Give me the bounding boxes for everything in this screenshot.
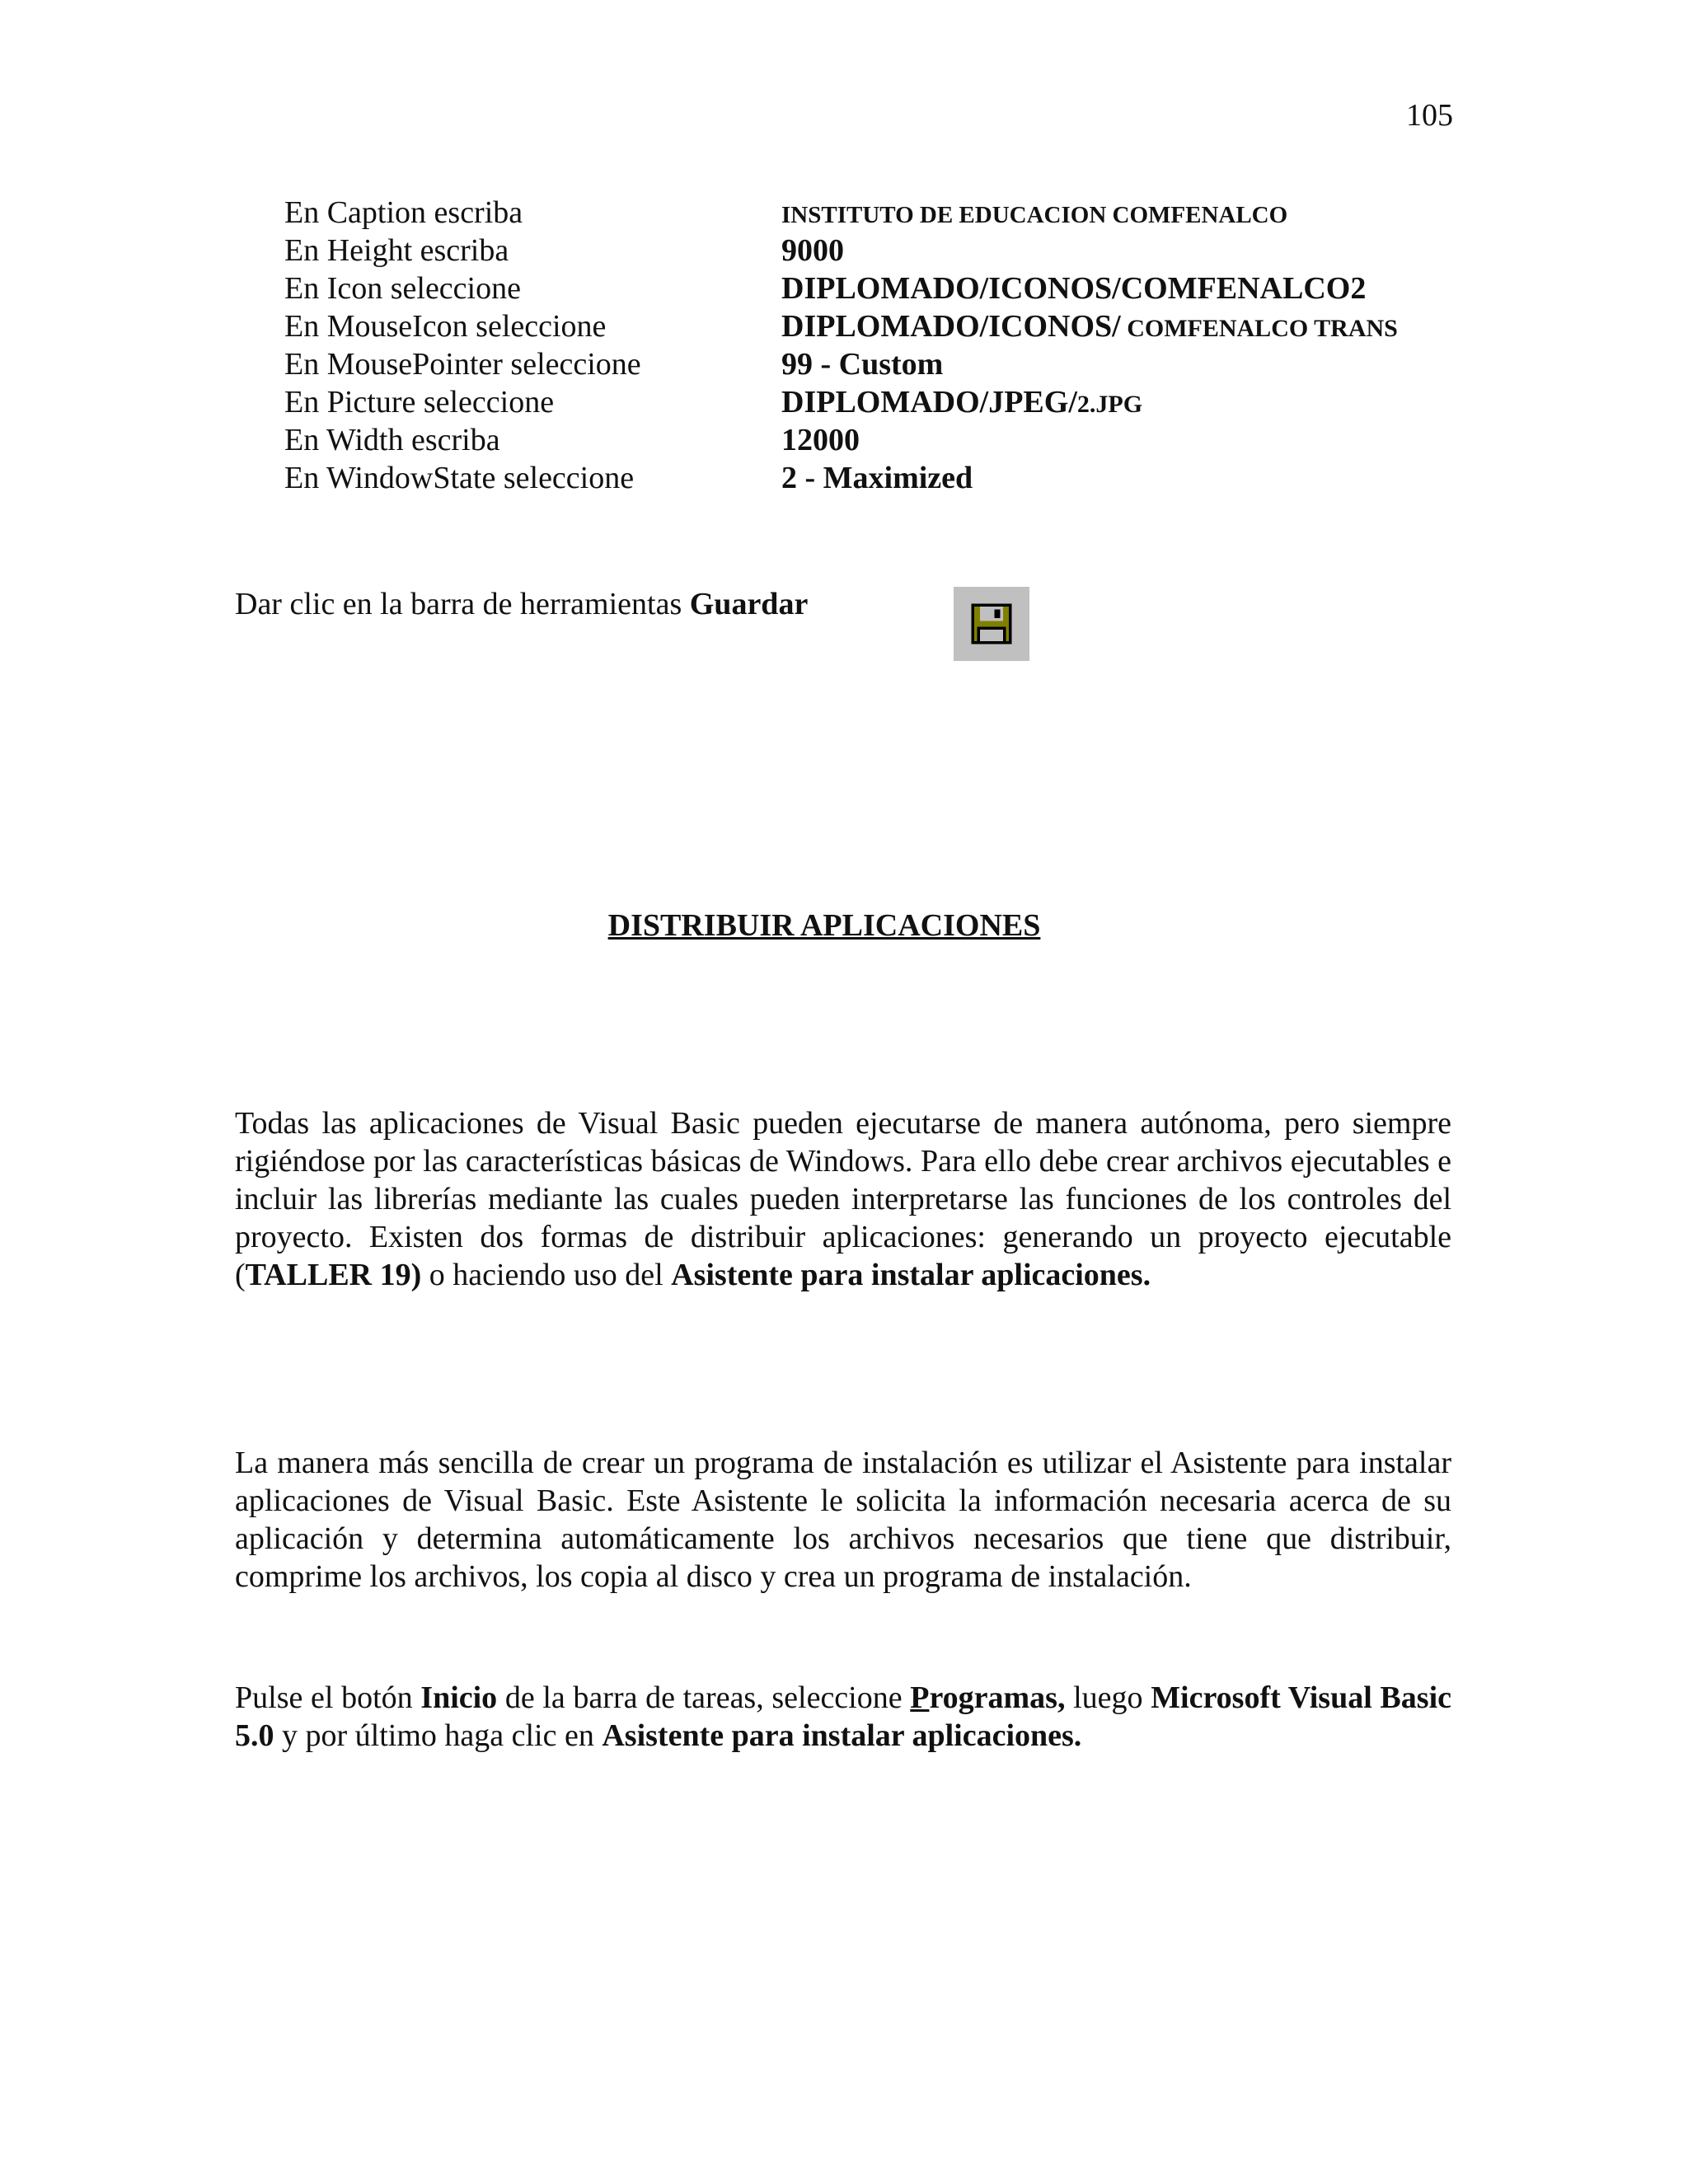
property-label: En Width escriba [284, 423, 500, 457]
property-label: En Height escriba [284, 233, 509, 268]
property-label: En WindowState seleccione [284, 461, 635, 495]
property-label: En Caption escriba [284, 195, 523, 230]
property-label: En Picture seleccione [284, 385, 555, 419]
page-number: 105 [1406, 98, 1453, 133]
property-value-main: DIPLOMADO/ICONOS/ [781, 309, 1121, 344]
paragraph-bold: Asistente para instalar aplicaciones. [671, 1258, 1151, 1292]
floppy-disk-save-icon [954, 587, 1029, 661]
property-value: 12000 [781, 423, 860, 457]
underlined-letter: P [910, 1680, 930, 1715]
paragraph-text: de la barra de tareas, seleccione [497, 1680, 911, 1715]
property-row-caption [284, 194, 1398, 232]
property-value: 9000 [781, 233, 844, 268]
paragraph-text: Pulse el botón [235, 1680, 421, 1715]
paragraph-installer: La manera más sencilla de crear un programa de instalación es utilizar el Asistente para instalar aplicaciones de Visual Basic. Este Asistente le solicita la información necesaria acerca de su aplicación y determina automáticamente los archivos necesarios que tiene que distribuir, comprime los archivos, los copia al disco y crea un programa de instalación. [235, 1446, 1451, 1594]
paragraph-bold: Microsoft Visual Basic 5.0 [235, 1680, 1451, 1753]
property-value-small: COMFENALCO TRANS [1120, 315, 1398, 342]
section-title-text: DISTRIBUIR APLICACIONES [607, 908, 1041, 943]
property-value [781, 384, 1142, 420]
property-row-width [284, 422, 1398, 460]
property-list [284, 194, 1398, 498]
paragraph-text: luego [1065, 1680, 1151, 1715]
floppy-disk-glyph [968, 601, 1015, 647]
paragraph-bold: rogramas, [929, 1680, 1066, 1715]
property-row-height [284, 232, 1398, 270]
paragraph-start-instructions [235, 1679, 1451, 1755]
property-row-picture [284, 384, 1398, 422]
paragraph-bold-programas [910, 1680, 1065, 1715]
save-instruction [235, 586, 808, 622]
property-row-icon [284, 270, 1398, 308]
paragraph-text: o haciendo uso del [421, 1258, 672, 1292]
paragraph-bold: Asistente para instalar aplicaciones. [602, 1718, 1082, 1753]
property-value: DIPLOMADO/ICONOS/COMFENALCO2 [781, 271, 1367, 306]
save-instruction-bold: Guardar [689, 587, 809, 621]
paragraph-bold: TALLER 19) [245, 1258, 422, 1292]
paragraph-distribution [235, 1104, 1451, 1294]
property-value-main: DIPLOMADO/JPEG/ [781, 385, 1077, 419]
property-label: En MousePointer seleccione [284, 347, 641, 382]
property-row-mousepointer [284, 346, 1398, 384]
property-row-mouseicon [284, 308, 1398, 346]
property-value-small: 2.JPG [1076, 391, 1143, 418]
section-title [0, 907, 1688, 944]
property-label: En MouseIcon seleccione [284, 309, 607, 344]
property-value: INSTITUTO DE EDUCACION COMFENALCO [781, 202, 1288, 228]
property-label: En Icon seleccione [284, 271, 521, 306]
paragraph-text: Todas las aplicaciones de Visual Basic pueden ejecutarse de manera autónoma, pero siempre rigiéndose por las características básicas de Windows. Para ello debe crear archivos ejecutables e incluir las librerías mediante las cuales pueden interpretarse las funciones de los controles del proyecto. Existen dos formas de distribuir aplicaciones: generando un proyecto ejecutable ( [235, 1106, 1451, 1292]
property-value [781, 308, 1398, 344]
property-value: 99 - Custom [781, 347, 944, 382]
property-value: 2 - Maximized [781, 461, 973, 495]
paragraph-bold: Inicio [420, 1680, 498, 1715]
save-instruction-text: Dar clic en la barra de herramientas [235, 587, 690, 621]
paragraph-text: y por último haga clic en [274, 1718, 603, 1753]
property-row-windowstate [284, 460, 1398, 498]
